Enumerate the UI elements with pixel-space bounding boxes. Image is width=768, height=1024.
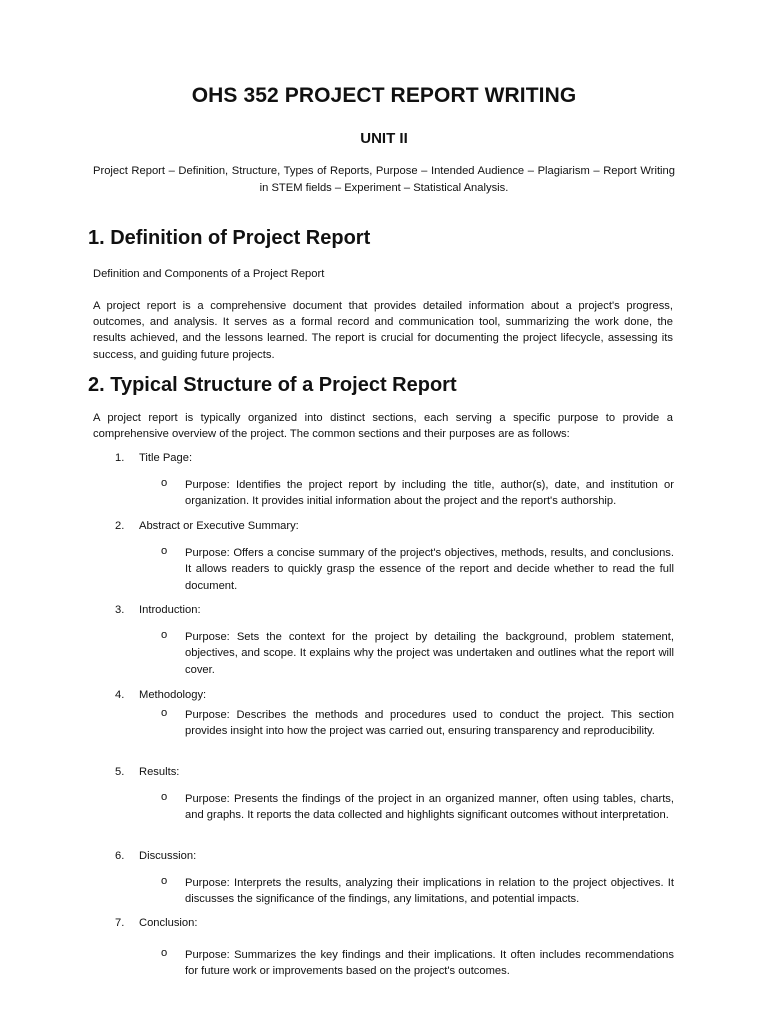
unit-topics: Project Report – Definition, Structure, Types of Reports, Purpose – Intended Audience – Plagiarism – Report Writing in STEM fields – Experiment – Statistical Analysis. xyxy=(93,165,675,194)
unit-title: UNIT II xyxy=(360,130,408,147)
list-item-purpose: Purpose: Sets the context for the project by detailing the background, problem statement, objectives, and scope. It explains why the project was undertaken and outlines what the report will cover. xyxy=(185,631,674,676)
document-title: OHS 352 PROJECT REPORT WRITING xyxy=(191,84,577,107)
list-item xyxy=(115,520,299,532)
list-item-number: 1. xyxy=(115,452,125,464)
list-item-label: Introduction: xyxy=(139,604,201,616)
circle-bullet-icon: o xyxy=(161,545,168,557)
list-item-number: 7. xyxy=(115,917,125,929)
list-item xyxy=(115,766,179,778)
list-item-number: 4. xyxy=(115,689,125,701)
list-item xyxy=(115,917,197,929)
list-item-number: 2. xyxy=(115,520,125,532)
list-item-purpose: Purpose: Presents the findings of the project in an organized manner, often using tables, charts, and graphs. It reports the data collected and highlights significant outcomes without interpretation. xyxy=(185,793,674,822)
circle-bullet-icon: o xyxy=(161,875,168,887)
list-item-purpose: Purpose: Describes the methods and procedures used to conduct the project. This section provides insight into how the project was carried out, ensuring transparency and reproducibility. xyxy=(185,709,674,738)
list-item-number: 3. xyxy=(115,604,125,616)
list-item-number: 5. xyxy=(115,766,125,778)
section-2-heading: 2. Typical Structure of a Project Report xyxy=(88,374,457,396)
list-item xyxy=(115,850,196,862)
list-item-label: Results: xyxy=(139,766,180,778)
circle-bullet-icon: o xyxy=(161,629,168,641)
section-1-heading: 1. Definition of Project Report xyxy=(88,227,371,249)
section-2-intro: A project report is typically organized into distinct sections, each serving a specific purpose to provide a comprehensive overview of the project. The common sections and their purposes are as follows: xyxy=(93,412,673,441)
section-1-paragraph: A project report is a comprehensive document that provides detailed information about a project's progress, outcomes, and analysis. It serves as a formal record and communication tool, summarizing the work done, the results achieved, and the lessons learned. The report is crucial for documenting the project lifecycle, assessing its success, and guiding future projects. xyxy=(93,300,673,361)
circle-bullet-icon: o xyxy=(161,707,168,719)
list-item-purpose: Purpose: Summarizes the key findings and their implications. It often includes recommendations for future work or improvements based on the project's outcomes. xyxy=(185,949,674,978)
circle-bullet-icon: o xyxy=(161,791,168,803)
list-item xyxy=(115,689,206,701)
list-item-purpose: Purpose: Interprets the results, analyzing their implications in relation to the project objectives. It discusses the significance of the findings, any limitations, and potential impacts. xyxy=(185,877,674,906)
list-item-purpose: Purpose: Identifies the project report by including the title, author(s), date, and institution or organization. It provides initial information about the project and the report's authorship. xyxy=(185,479,674,508)
list-item-label: Conclusion: xyxy=(139,917,198,929)
list-item-label: Discussion: xyxy=(139,850,197,862)
list-item-label: Title Page: xyxy=(139,452,193,464)
list-item-label: Methodology: xyxy=(139,689,207,701)
list-item xyxy=(115,452,192,464)
circle-bullet-icon: o xyxy=(161,947,168,959)
list-item-purpose: Purpose: Offers a concise summary of the project's objectives, methods, results, and conclusions. It allows readers to quickly grasp the essence of the report and decide whether to read the full document. xyxy=(185,547,674,592)
circle-bullet-icon: o xyxy=(161,477,168,489)
list-item-label: Abstract or Executive Summary: xyxy=(139,520,299,532)
section-1-subheading: Definition and Components of a Project Report xyxy=(93,268,325,280)
list-item xyxy=(115,604,201,616)
list-item-number: 6. xyxy=(115,850,125,862)
